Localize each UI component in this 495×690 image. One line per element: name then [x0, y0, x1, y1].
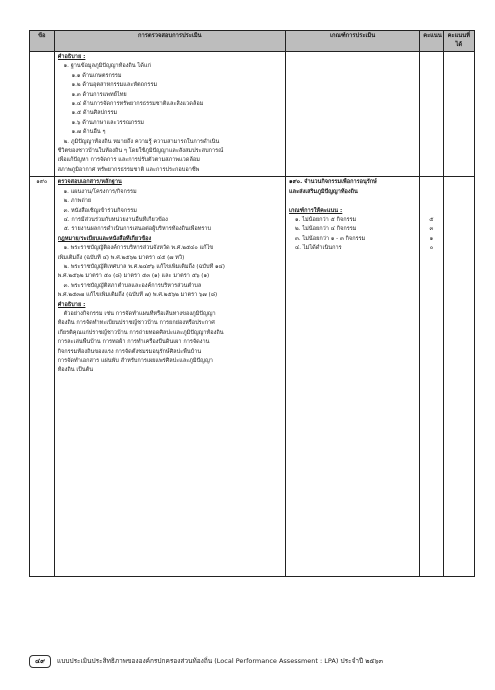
text-line: ตัวอย่างกิจกรรม เช่น การจัดทำแผนที่หรือเส้นทางของภูมิปัญญา [63, 310, 216, 317]
text-line: ๑.๒ ด้านอุตสาหกรรมและหัตถกรรม [71, 82, 158, 89]
text-line: ๒. พระราชบัญญัติเทศบาล พ.ศ.๒๔๙๖ แก้ไขเพิ่มเติมถึง (ฉบับที่ ๑๔) [63, 263, 225, 270]
criteria-score: ๑ [429, 235, 434, 242]
row1-criteria-cell [286, 52, 420, 177]
criteria-item: ๒. ไม่น้อยกว่า ๔ กิจกรรม [295, 226, 357, 233]
row1-score-cell [420, 52, 443, 177]
text-line: กฎหมาย/ระเบียบและหนังสือที่เกี่ยวข้อง [57, 235, 152, 242]
text-line: ๑.๔ ด้านการจัดการทรัพยากรธรรมชาติและสิ่งแวดล้อม [71, 101, 204, 108]
text-line: พ.ศ.๒๕๓๗ แก้ไขเพิ่มเติมถึง (ฉบับที่ ๗) พ.ศ.๒๕๖๒ มาตรา ๖๗ (๘) [57, 292, 218, 299]
text-line: ชีวิตของชาวบ้านในท้องถิ่น ๆ โดยใช้ภูมิปัญญาและสั่งสมประสบการณ์ [57, 148, 224, 155]
text-line: คำอธิบาย : [57, 54, 86, 60]
text-line: ๒. ภูมิปัญญาท้องถิ่น หมายถึง ความรู้ ความสามารถในการดำเนิน [63, 138, 220, 145]
text-line: ๑.๑ ด้านเกษตรกรรม [71, 72, 122, 79]
criteria-score: ๓ [429, 226, 434, 233]
row2-got-cell [443, 177, 474, 577]
criteria-item: ๔. ไม่ได้ดำเนินการ [295, 245, 342, 252]
row2-criteria-cell [286, 177, 420, 577]
text-line: คำอธิบาย : [57, 301, 86, 308]
text-line: ท้องถิ่น เป็นต้น [57, 367, 94, 374]
text-line: ๔. การมีส่วนร่วมกับหน่วยงานอื่นที่เกี่ยวข้อง [63, 216, 168, 223]
text-line: พ.ศ.๒๕๖๒ มาตรา ๕๐ (๘) มาตรา ๕๓ (๑) และ มาตรา ๕๖ (๑) [57, 273, 210, 280]
text-line: สภาพภูมิอากาศ ทรัพยากรธรรมชาติ และการประกอบอาชีพ [57, 166, 200, 173]
page-footer [29, 653, 475, 669]
header-criteria: เกณฑ์การประเมิน [286, 31, 420, 52]
table-row [30, 177, 475, 577]
assessment-table [29, 30, 475, 577]
row2-process-cell [54, 177, 285, 577]
text-line: ๕. รายงานผลการดำเนินการเสนอต่อผู้บริหารท้องถิ่นเพื่อทราบ [63, 226, 212, 233]
text-line: กิจกรรมท้องถิ่นของแรง การจัดตั้งชมรมอนุรักษ์ศิลปะพื้นบ้าน [57, 348, 202, 355]
text-line: ตรวจสอบเอกสาร/หลักฐาน [57, 179, 122, 186]
text-line: ๓. พระราชบัญญัติสภาตำบลและองค์การบริหารส่วนตำบล [63, 282, 202, 289]
footer-title: แบบประเมินประสิทธิภาพขององค์กรปกครองส่วนท้องถิ่น (Local Performance Assessment : LPA) ประจำปี ๒๕๖๓ [57, 657, 383, 665]
criteria-title-line: ๑๙๐. จำนวนกิจกรรมเพื่อการอนุรักษ์ [289, 179, 377, 186]
row2-no-cell: ๑๙๐ [30, 177, 55, 577]
text-line: เพื่อแก้ปัญหา การจัดการ และการปรับตัวตามสภาพแวดล้อม [57, 157, 200, 164]
text-line: ๑. ฐานข้อมูลภูมิปัญญาท้องถิ่น ได้แก่ [63, 63, 151, 70]
assessment-page [29, 30, 475, 577]
row1-process-cell [54, 52, 285, 177]
text-line: เกียรติคุณแก่ปราชญ์ชาวบ้าน การถ่ายทอดศิลปะและภูมิปัญญาท้องถิ่น [57, 329, 224, 336]
criteria-list [289, 216, 416, 254]
score-list [423, 216, 439, 254]
text-line: ท้องถิ่น การจัดทำทะเบียนปราชญ์ชาวบ้าน การยกย่องหรือประกาศ [57, 320, 215, 327]
text-line: ๑.๗ ด้านอื่น ๆ [71, 129, 106, 136]
text-line: เพิ่มเติมถึง (ฉบับที่ ๔) พ.ศ.๒๕๖๒ มาตรา ๔๕ (๗ ทวิ) [57, 254, 185, 261]
text-line: การจัดทำเอกสาร แผ่นพับ สำหรับการเผยแพร่ศิลปะและภูมิปัญญา [57, 358, 213, 364]
text-line: ๓. หนังสือเชิญเข้าร่วมกิจกรรม [63, 207, 137, 214]
criteria-score: ๐ [429, 245, 434, 252]
text-line: ๒. ภาพถ่าย [63, 198, 92, 205]
header-score: คะแนน [420, 31, 443, 52]
row2-score-cell [420, 177, 443, 577]
page-number: ๔๙ [29, 655, 51, 668]
criteria-head: เกณฑ์การให้คะแนน : [289, 207, 343, 214]
criteria-item: ๑. ไม่น้อยกว่า ๕ กิจกรรม [295, 216, 357, 223]
table-row [30, 52, 475, 177]
criteria-title-line: และส่งเสริมภูมิปัญญาท้องถิ่น [289, 188, 358, 195]
header-no: ข้อ [30, 31, 55, 52]
text-line: ๑. แผนงาน/โครงการ/กิจกรรม [63, 188, 137, 195]
criteria-score: ๕ [429, 216, 434, 223]
header-process: การตรวจสอบการประเมิน [54, 31, 285, 52]
text-line: ๑.๕ ด้านศิลปกรรม [71, 110, 118, 117]
text-line: ๑. พระราชบัญญัติองค์การบริหารส่วนจังหวัด พ.ศ.๒๕๔๐ แก้ไข [63, 245, 214, 252]
criteria-item: ๓. ไม่น้อยกว่า ๑ - ๓ กิจกรรม [295, 235, 366, 242]
row1-no-cell [30, 52, 55, 177]
row1-got-cell [443, 52, 474, 177]
text-line: การละเล่นพื้นบ้าน การทอผ้า การทำเครื่องปั้นดินเผา การจัดงาน [57, 339, 210, 346]
text-line: ๑.๖ ด้านภาษาและวรรณกรรม [71, 119, 144, 126]
table-header-row [30, 31, 475, 52]
header-score-got: คะแนนที่ได้ [443, 31, 474, 52]
text-line: ๑.๓ ด้านการแพทย์ไทย [71, 91, 127, 98]
